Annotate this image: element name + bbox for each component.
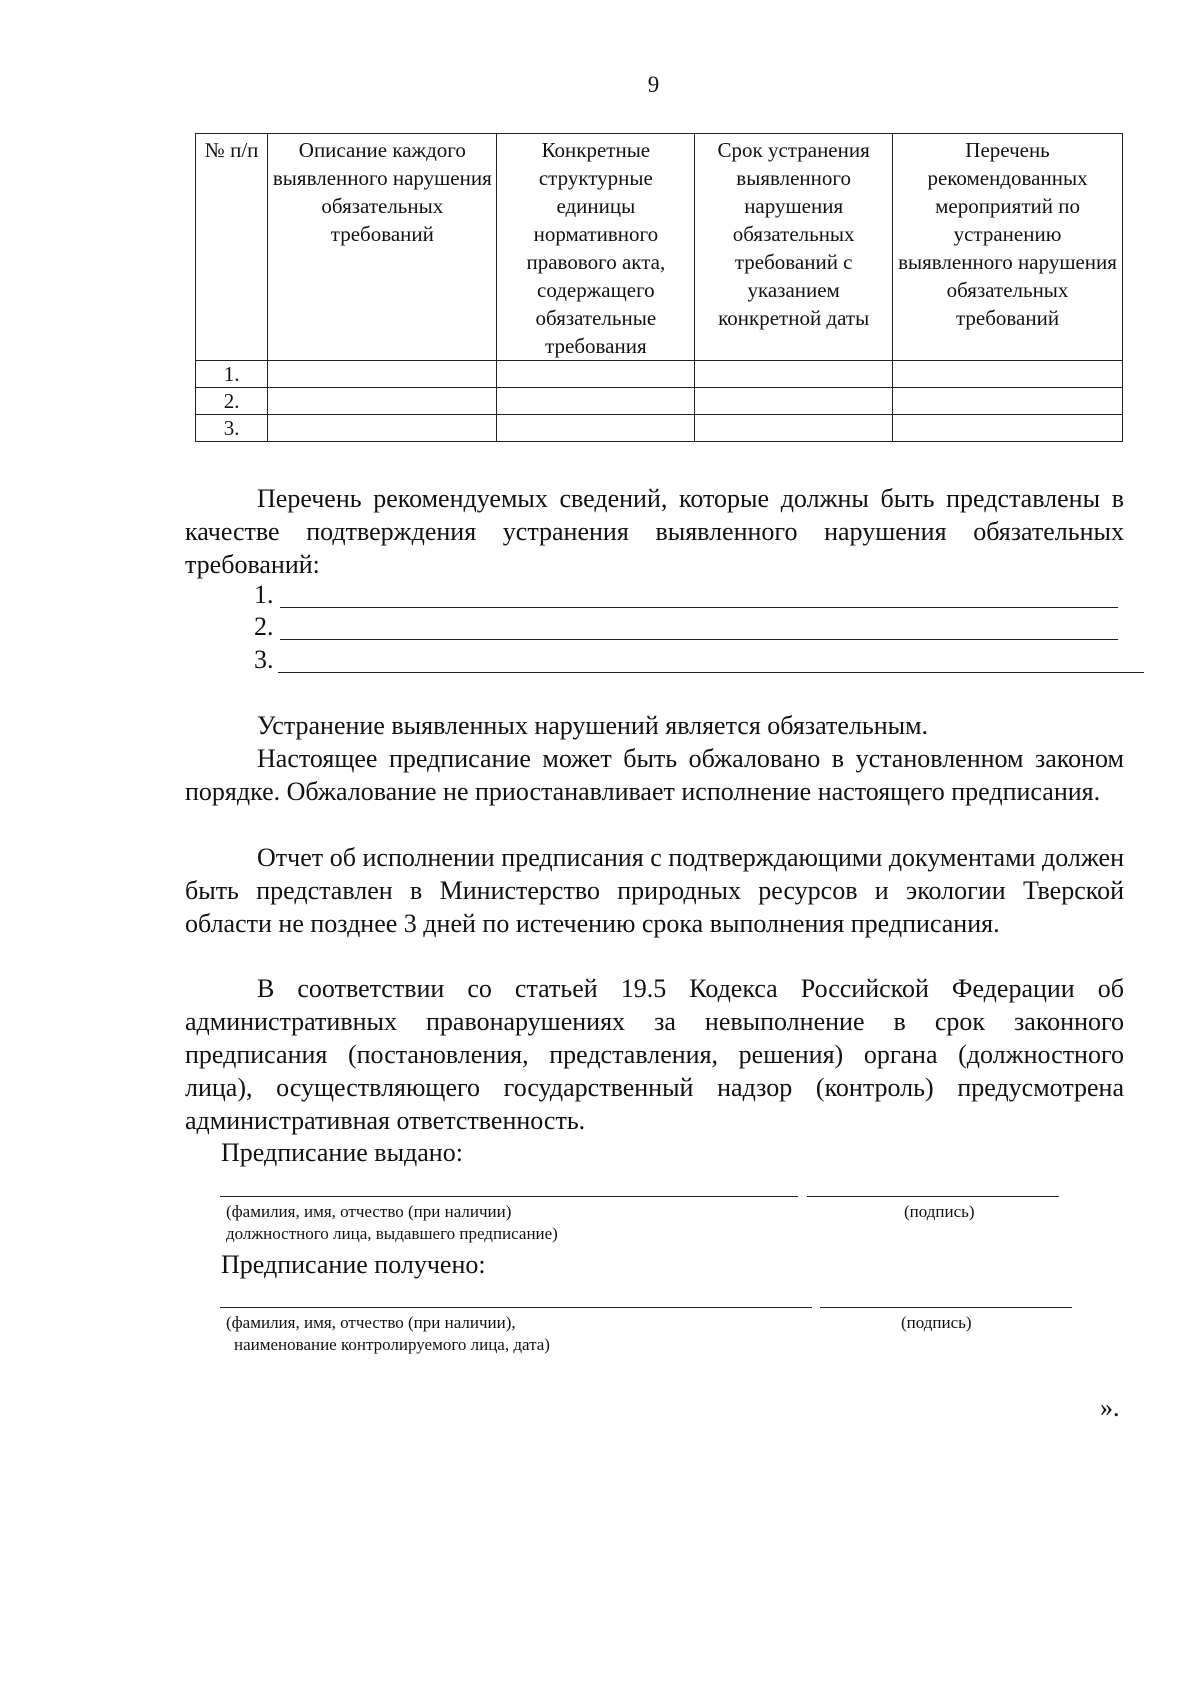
evidence-item-3 [254, 645, 274, 675]
evidence-intro [185, 482, 1124, 581]
table-cell [268, 361, 497, 388]
header-measures: Перечень рекомендованных мероприятий по устранению выявленного нарушения обязательных требований [893, 134, 1123, 361]
table-cell: 1. [196, 361, 268, 388]
evidence-item-number: 2. [254, 612, 274, 641]
paragraph-text: Настоящее предписание может быть обжаловано в установленном законом порядке. Обжалование не приостанавливает исполнение настоящего предписания. [185, 744, 1124, 806]
table-row [196, 415, 1123, 442]
fill-line [278, 672, 1144, 673]
table-row [196, 388, 1123, 415]
table-cell [497, 415, 695, 442]
fill-line [280, 607, 1118, 608]
caption-line: наименование контролируемого лица, дата) [234, 1335, 550, 1354]
caption-line: должностного лица, выдавшего предписание) [226, 1224, 558, 1243]
received-heading: Предписание получено: [221, 1250, 486, 1279]
evidence-item-2 [254, 612, 274, 642]
paragraph-report [185, 841, 1124, 940]
table-cell [268, 415, 497, 442]
table-cell [893, 361, 1123, 388]
caption-line: (фамилия, имя, отчество (при наличии), [226, 1313, 516, 1332]
issued-heading: Предписание выдано: [221, 1138, 463, 1167]
received-signature-caption: (подпись) [901, 1313, 972, 1332]
header-description: Описание каждого выявленного нарушения обязательных требований [268, 134, 497, 361]
table-cell: 2. [196, 388, 268, 415]
evidence-item-number: 3. [254, 645, 274, 674]
issued-signature-line [807, 1196, 1059, 1197]
table-cell [497, 388, 695, 415]
table-cell [497, 361, 695, 388]
table-cell [268, 388, 497, 415]
evidence-intro-text: Перечень рекомендуемых сведений, которые должны быть представлены в качестве подтверждения устранения выявленного нарушения обязательных требований: [185, 484, 1124, 579]
paragraph-mandatory [185, 709, 1124, 742]
paragraph-text: В соответствии со статьей 19.5 Кодекса Российской Федерации об административных правонарушениях за невыполнение в срок законного предписания (постановления, представления, решения) органа (должностного лица), осуществляющего государственный надзор (контроль) предусмотрена административная ответственность. [185, 974, 1124, 1135]
evidence-item-1 [254, 580, 274, 610]
caption-line: (фамилия, имя, отчество (при наличии) [226, 1202, 512, 1221]
closing-quote-mark: ». [1100, 1393, 1120, 1422]
paragraph-liability [185, 972, 1124, 1137]
table-cell [695, 361, 893, 388]
table-cell [695, 415, 893, 442]
received-signature-line [820, 1307, 1072, 1308]
received-name-line [220, 1307, 812, 1308]
table-cell: 3. [196, 415, 268, 442]
table-cell [695, 388, 893, 415]
issued-name-caption [226, 1201, 558, 1245]
fill-line [280, 639, 1118, 640]
paragraph-appeal [185, 742, 1124, 808]
issued-name-line [220, 1196, 798, 1197]
page-number: 9 [647, 72, 660, 97]
header-legal-units: Конкретные структурные единицы нормативного правового акта, содержащего обязательные требования [497, 134, 695, 361]
header-number: № п/п [196, 134, 268, 361]
issued-signature-caption: (подпись) [904, 1202, 975, 1221]
paragraph-text: Устранение выявленных нарушений является обязательным. [257, 711, 929, 740]
table-header-row [196, 134, 1123, 361]
table-cell [893, 388, 1123, 415]
evidence-item-number: 1. [254, 580, 274, 609]
paragraph-text: Отчет об исполнении предписания с подтверждающими документами должен быть представлен в Министерство природных ресурсов и экологии Тверской области не позднее 3 дней по истечению срока выполнения предписания. [185, 843, 1124, 938]
table-row [196, 361, 1123, 388]
received-name-caption [226, 1312, 550, 1356]
table-cell [893, 415, 1123, 442]
header-deadline: Срок устранения выявленного нарушения обязательных требований с указанием конкретной даты [695, 134, 893, 361]
violations-table [195, 133, 1123, 442]
